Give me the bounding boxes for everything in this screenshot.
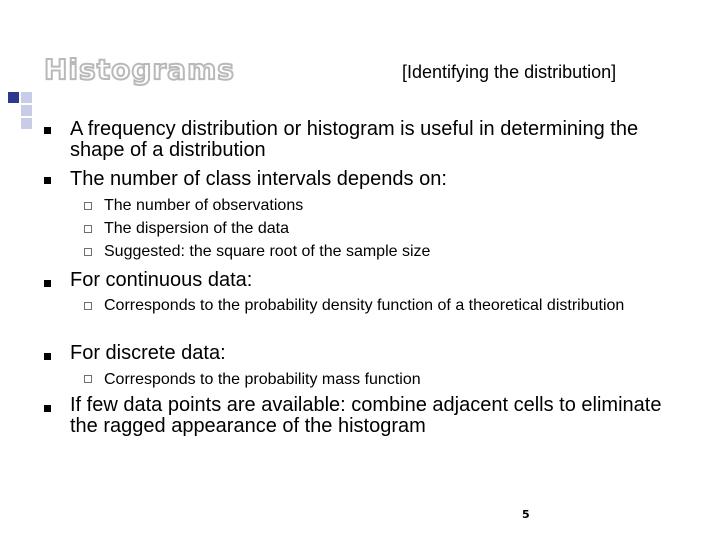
bullet-square — [44, 405, 51, 412]
deco-square-light — [21, 105, 32, 116]
sub-bullet-text: Suggested: the square root of the sample size — [104, 243, 431, 260]
bullet-square — [44, 177, 51, 184]
slide-subtitle: [Identifying the distribution] — [402, 62, 617, 82]
deco-square-light — [21, 92, 32, 103]
sub-bullet-checkbox — [84, 375, 92, 383]
sub-bullet-checkbox — [84, 225, 92, 233]
page-number: 5 — [522, 508, 530, 521]
bullet-text: The number of class intervals depends on: — [70, 168, 447, 190]
bullet-square — [44, 353, 51, 360]
sub-bullet-checkbox — [84, 202, 92, 210]
bullet-text: For continuous data: — [70, 269, 253, 291]
sub-bullet-text: Corresponds to the probability mass function — [104, 371, 421, 388]
bullet-text: A frequency distribution or histogram is useful in determining the shape of a distribution — [70, 118, 639, 161]
deco-square-dark — [8, 92, 19, 103]
sub-bullet-text: Corresponds to the probability density function of a theoretical distribution — [104, 297, 625, 314]
sub-bullet-checkbox — [84, 248, 92, 256]
bullet-text: For discrete data: — [70, 342, 226, 364]
bullet-square — [44, 280, 51, 287]
sub-bullet-text: The number of observations — [104, 197, 304, 214]
sub-bullet-text: The dispersion of the data — [104, 220, 290, 237]
bullet-square — [44, 127, 51, 134]
sub-bullet-checkbox — [84, 302, 92, 310]
deco-square-light — [21, 118, 32, 129]
slide-title: Histograms — [44, 53, 235, 86]
bullet-text: If few data points are available: combine adjacent cells to eliminate the ragged appearance of the histogram — [70, 394, 662, 437]
